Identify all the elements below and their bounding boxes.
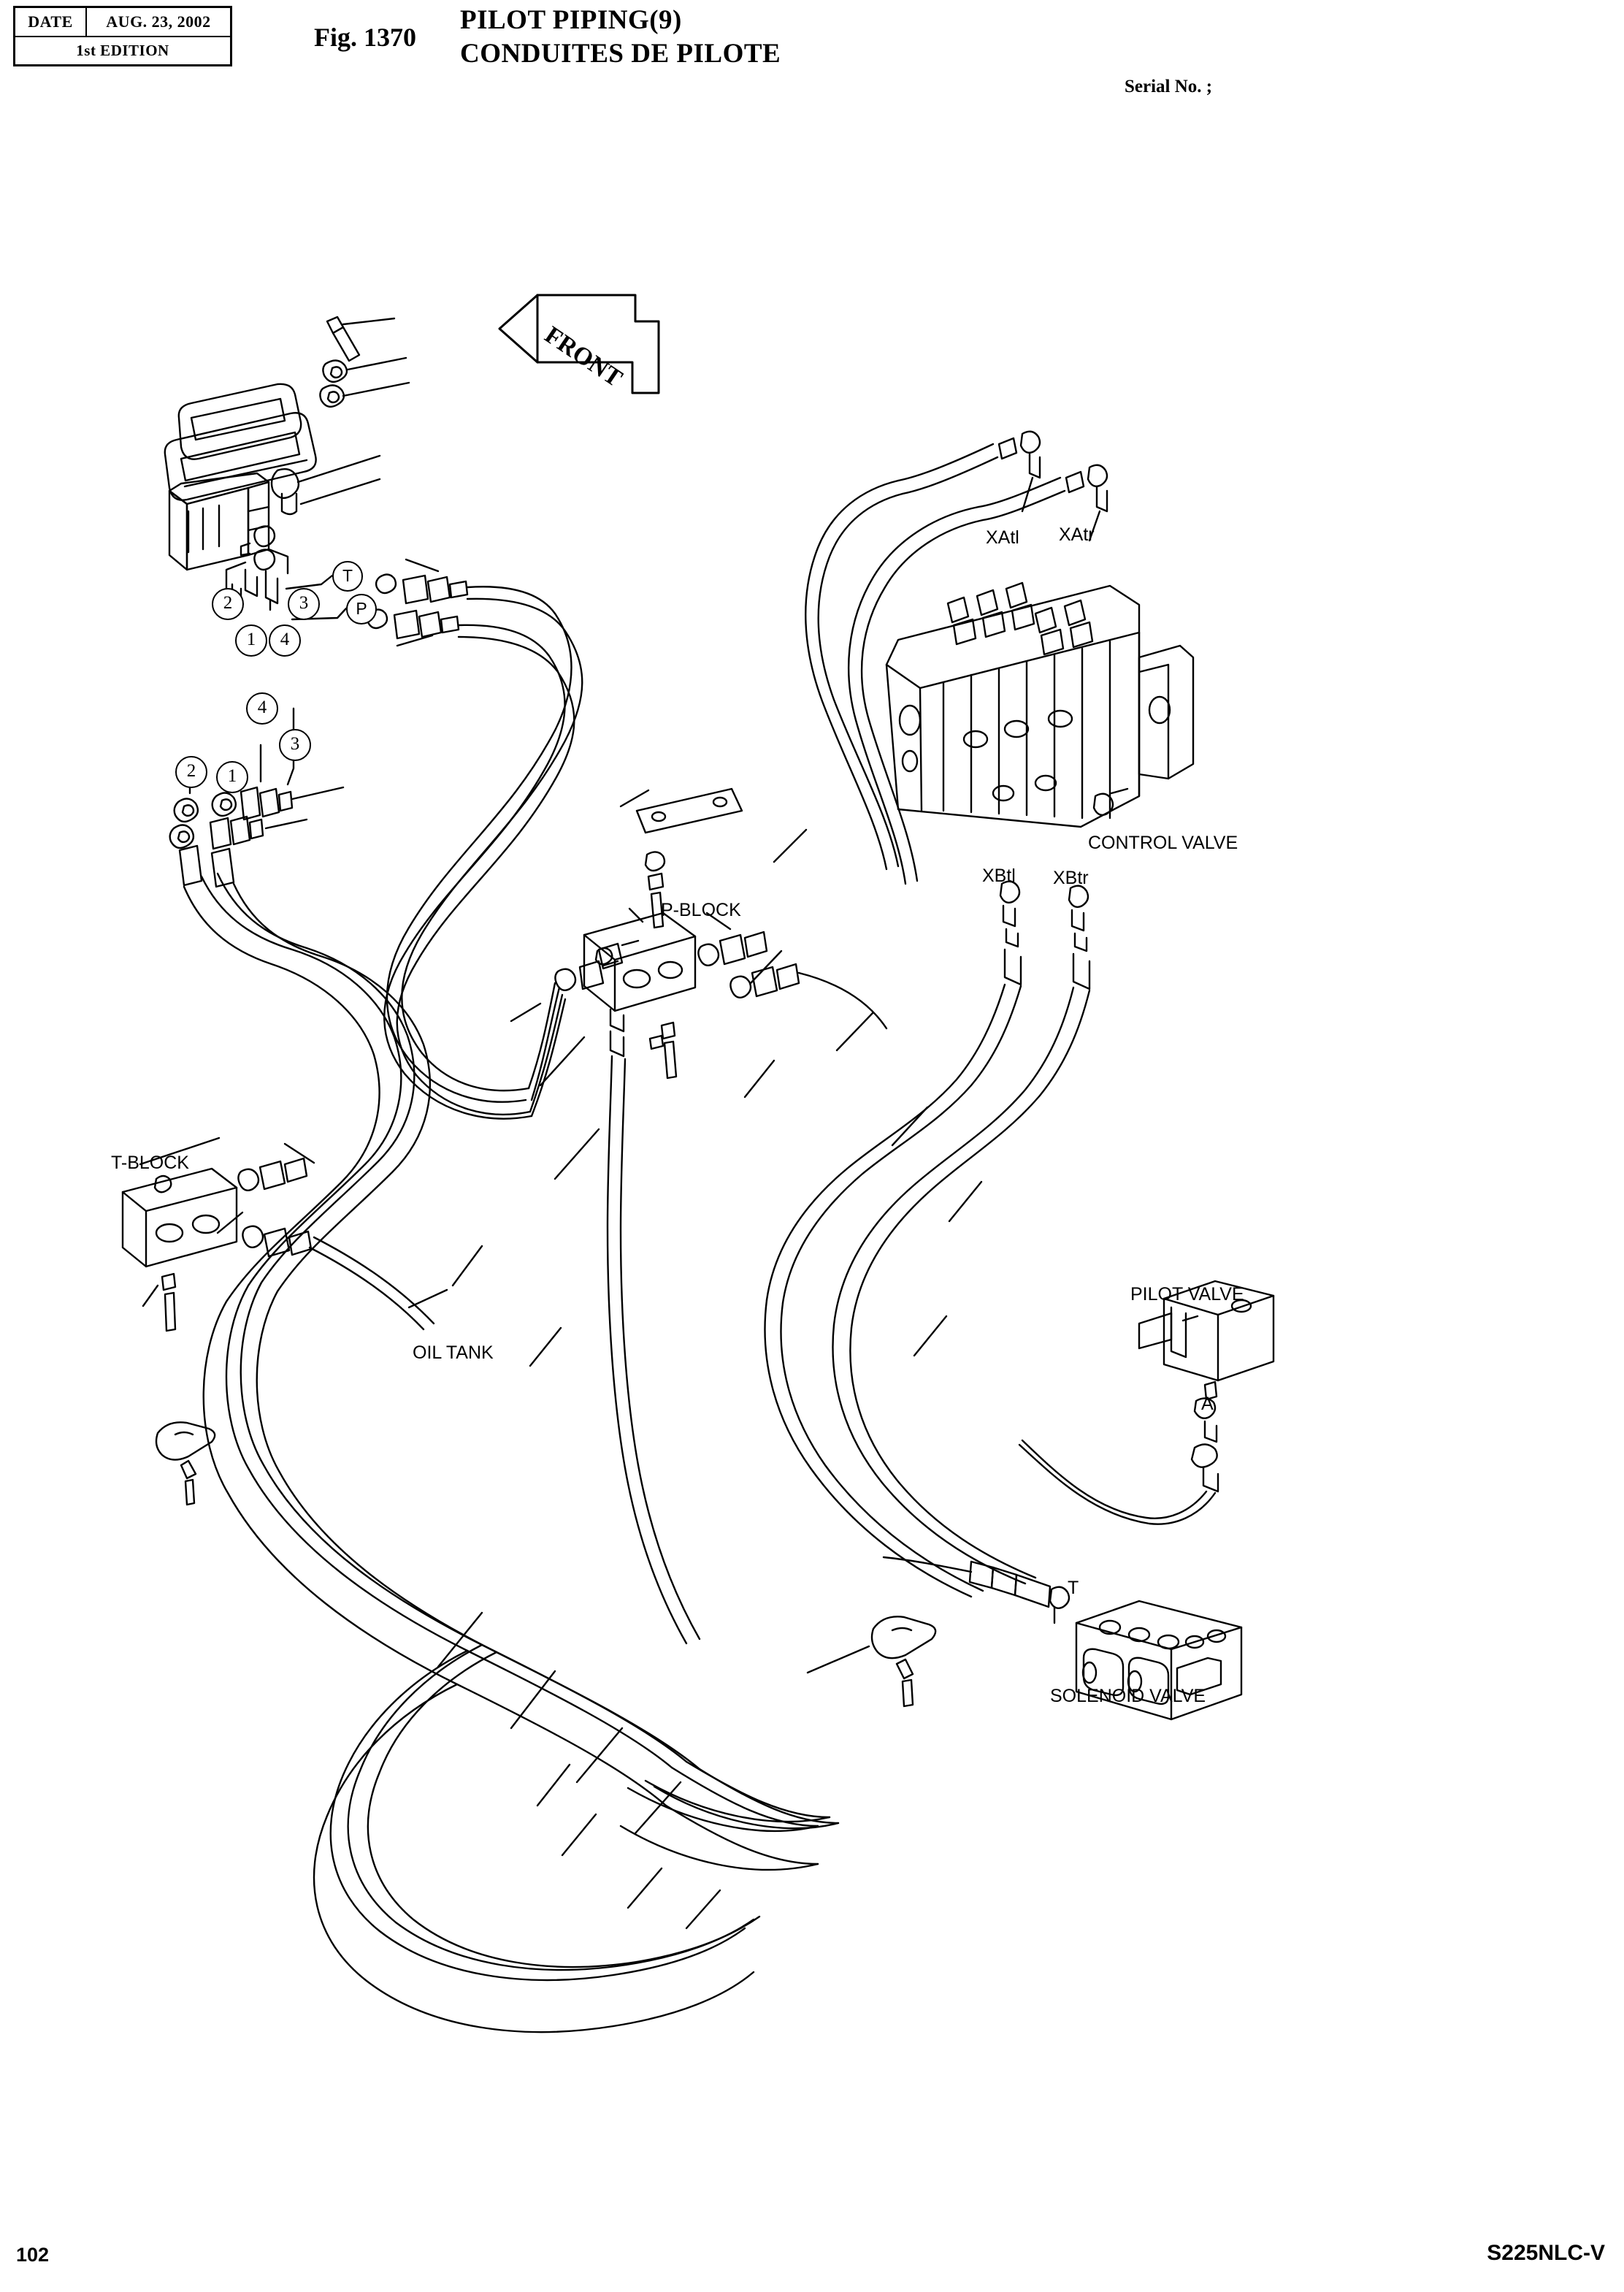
label-solenoid-valve: SOLENOID VALVE bbox=[1050, 1686, 1206, 1706]
xatl-fitting bbox=[999, 432, 1040, 478]
xbtr-fitting bbox=[1069, 886, 1089, 989]
page-number: 102 bbox=[16, 2244, 50, 2266]
callout-3-mid: 3 bbox=[279, 729, 311, 761]
label-t-block: T-BLOCK bbox=[111, 1153, 189, 1173]
label-solenoid-valve-port-t: T bbox=[1068, 1578, 1079, 1598]
hose-clamp-center bbox=[872, 1616, 935, 1706]
callout-1-mid: 1 bbox=[216, 761, 248, 793]
t-block bbox=[123, 1169, 237, 1331]
page-title-en: PILOT PIPING(9) bbox=[460, 5, 682, 35]
midleft-fittings bbox=[170, 787, 292, 887]
label-xbtl: XBtl bbox=[982, 866, 1016, 886]
label-oil-tank: OIL TANK bbox=[413, 1342, 494, 1363]
label-pilot-valve: PILOT VALVE bbox=[1130, 1284, 1244, 1304]
port-circle-t: T bbox=[332, 561, 363, 592]
label-xatr: XAtr bbox=[1059, 524, 1095, 545]
xatr-fitting bbox=[1066, 465, 1107, 511]
p-block-right-fittings bbox=[698, 932, 799, 998]
label-pilot-valve-port-a: A bbox=[1201, 1394, 1214, 1414]
xbtl-fitting bbox=[1000, 882, 1021, 985]
port-circle-p: P bbox=[346, 594, 377, 624]
t-block-fittings bbox=[238, 1158, 311, 1256]
tp-fittings bbox=[367, 574, 467, 638]
date-label: DATE bbox=[15, 7, 87, 37]
label-control-valve: CONTROL VALVE bbox=[1088, 833, 1238, 853]
label-xbtr: XBtr bbox=[1053, 868, 1089, 888]
label-p-block: P-BLOCK bbox=[661, 900, 741, 920]
callout-1-top: 1 bbox=[235, 624, 267, 657]
serial-number-label: Serial No. ; bbox=[1125, 77, 1213, 96]
control-valve bbox=[886, 583, 1193, 827]
page-title-fr: CONDUITES DE PILOTE bbox=[460, 39, 781, 69]
callout-2-mid: 2 bbox=[175, 756, 207, 788]
callout-4-mid: 4 bbox=[246, 692, 278, 725]
figure-number: Fig. 1370 bbox=[314, 23, 416, 52]
callout-3-top: 3 bbox=[288, 588, 320, 620]
callout-2-top: 2 bbox=[212, 588, 244, 620]
joystick-valve-assembly bbox=[165, 384, 316, 612]
date-value: AUG. 23, 2002 bbox=[86, 7, 231, 37]
callout-4-top: 4 bbox=[269, 624, 301, 657]
p-block-mount-plate bbox=[637, 789, 742, 1078]
model-code: S225NLC-V bbox=[1487, 2241, 1605, 2265]
edition-label: 1st EDITION bbox=[15, 37, 231, 66]
label-xatl: XAtl bbox=[986, 527, 1019, 548]
pilot-valve bbox=[1139, 1281, 1273, 1491]
front-arrow-label: FRONT bbox=[540, 321, 627, 393]
p-block-down-hose bbox=[608, 1009, 638, 1468]
